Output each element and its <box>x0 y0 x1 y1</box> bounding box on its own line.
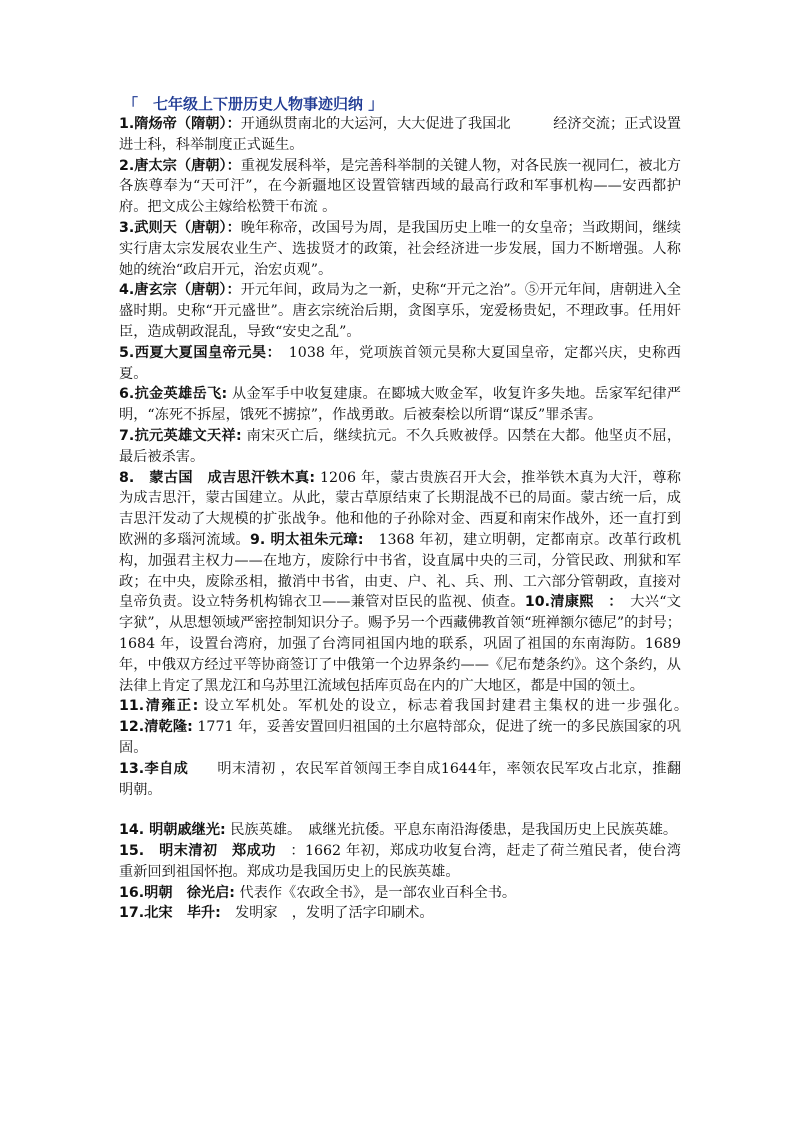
entry-8-body: 1206 年，蒙古贵族召开大会，推举铁木真为大汗，尊称为成吉思汗，蒙古国建立。从此，蒙古草原结束了长期混战不已的局面。蒙古统一后，成吉思汗发动了大规模的扩张战争。他和他的子孙除对金、西夏和南宋作战外，还一直打到欧洲的多瑙河流域。 <box>119 469 681 548</box>
entry-3 <box>119 218 681 280</box>
entry-10-head: 10.清康熙 ： <box>524 594 616 611</box>
entry-13 <box>119 759 681 801</box>
entry-7 <box>119 426 681 468</box>
entry-1-head: 1.隋炀帝（隋朝）： <box>119 116 241 132</box>
entry-2 <box>119 156 681 218</box>
entry-12-head: 12.清乾隆: <box>119 719 193 736</box>
entry-6-head: 6.抗金英雄岳飞: <box>119 386 228 403</box>
entry-14-head: 14. 明朝戚继光: <box>119 822 226 839</box>
entry-5-head: 5.西夏大夏国皇帝元昊： <box>119 344 275 361</box>
entry-17-body: 发明家 ，发明了活字印刷术。 <box>220 905 434 922</box>
entry-11-head: 11.清雍正: <box>119 698 199 715</box>
entry-3-body: 晚年称帝，改国号为周，是我国历史上唯一的女皇帝；当政期间，继续实行唐太宗发展农业生产、选拔贤才的政策，社会经济进一步发展，国力不断增强。人称她的统治“政启开元，治宏贞观”。 <box>119 219 681 278</box>
entry-6 <box>119 384 681 426</box>
entry-14 <box>119 820 681 841</box>
entry-2-body: 重视发展科举，是完善科举制的关键人物，对各民族一视同仁，被北方各族尊奉为“天可汗”，在今新疆地区设置管辖西域的最高行政和军事机构——安西都护府。把文成公主嫁给松赞干布流 。 <box>119 157 681 216</box>
entry-16 <box>119 883 681 904</box>
entry-4 <box>119 280 681 342</box>
entry-17-head: 17.北宋 毕升: <box>119 905 221 922</box>
entry-15-head: 15. 明末清初 郑成功 <box>119 843 276 860</box>
entry-5 <box>119 343 681 385</box>
entry-7-head: 7.抗元英雄文天祥: <box>119 427 242 444</box>
entry-8-9 <box>119 468 681 697</box>
document-title: 「 七年级上下册历史人物事迹归纳 」 <box>123 95 384 113</box>
entry-7-body: 南宋灭亡后，继续抗元。不久兵败被俘。囚禁在大都。他坚贞不屈，最后被杀害。 <box>119 427 682 465</box>
entry-14-body: 民族英雄。 戚继光抗倭。平息东南沿海倭患，是我国历史上民族英雄。 <box>225 822 678 839</box>
entry-6-body: 从金军手中收复建康。在郾城大败金军，收复许多失地。岳家军纪律严明，“冻死不拆屋，饿死不掳掠”，作战勇敢。后被秦桧以所谓“谋反”罪杀害。 <box>119 386 681 424</box>
entry-15 <box>119 841 681 883</box>
entry-15-body: ：1662 年初，郑成功收复台湾，赶走了荷兰殖民者，使台湾重新回到祖国怀抱。郑成功是我国历史上的民族英雄。 <box>119 843 681 880</box>
entry-12-body: 1771 年，妥善安置回归祖国的土尔扈特部众，促进了统一的多民族国家的巩固。 <box>119 719 681 756</box>
entry-17 <box>119 903 681 924</box>
entry-13-body: 明末清初 ，农民军首领闯王李自成1644年，率领农民军攻占北京，推翻明朝。 <box>119 760 682 798</box>
entry-11-12 <box>119 696 681 758</box>
entry-10-body: 大兴“文字狱”，从思想领域严密控制知识分子。赐予另一个西藏佛教首领“班禅额尔德尼”的封号；1684 年，设置台湾府，加强了台湾同祖国内地的联系，巩固了祖国的东南海防。1689 年，中俄双方经过平等协商签订了中俄第一个边界条约——《尼布楚条约》。这个条约，从法律上肯定了黑龙江和乌苏里江流域包括库页岛在内的广大地区，都是中国的领土。 <box>119 594 681 694</box>
entry-4-head: 4.唐玄宗（唐朝）： <box>119 282 241 299</box>
document-page <box>119 94 681 924</box>
entry-11-body: 设立军机处。军机处的设立，标志着我国封建君主集权的进一步强化。 <box>198 698 681 715</box>
entry-1-body: 开通纵贯南北的大运河，大大促进了我国北 经济交流；正式设置进士科，科举制度正式诞生。 <box>119 116 681 153</box>
entry-1 <box>119 114 681 156</box>
entry-13-head: 13.李自成 <box>119 760 189 777</box>
entry-3-head: 3.武则天（唐朝）： <box>119 219 241 236</box>
entry-16-body: 代表作《农政全书》，是一部农业百科全书。 <box>234 884 517 901</box>
entry-9-body: 1368 年初，建立明朝，定都南京。改革行政机构，加强君主权力——在地方，废除行中书省，设直属中央的三司，分管民政、刑狱和军政；在中央，废除丞相，撤消中书省，由吏、户、礼、兵、刑、工六部分管朝政，直接对皇帝负责。设立特务机构锦衣卫——兼管对臣民的监视、侦查。 <box>119 531 681 611</box>
entry-8-head: 8. 蒙古国 成吉思汗铁木真: <box>119 469 316 486</box>
blank-line <box>119 800 681 820</box>
entry-5-body: 1038 年，党项族首领元昊称大夏国皇帝，定都兴庆，史称西夏。 <box>119 344 681 382</box>
entry-16-head: 16.明朝 徐光启: <box>119 884 235 901</box>
entry-9-head: 9. 明太祖朱元璋: <box>249 531 364 548</box>
entry-4-body: 开元年间，政局为之一新，史称“开元之治”。⑤开元年间，唐朝进入全盛时期。史称“开元盛世”。唐玄宗统治后期，贪图享乐，宠爱杨贵妃，不理政事。任用奸臣，造成朝政混乱，导致“安史之乱”。 <box>119 282 681 340</box>
entry-2-head: 2.唐太宗（唐朝）： <box>119 157 241 174</box>
